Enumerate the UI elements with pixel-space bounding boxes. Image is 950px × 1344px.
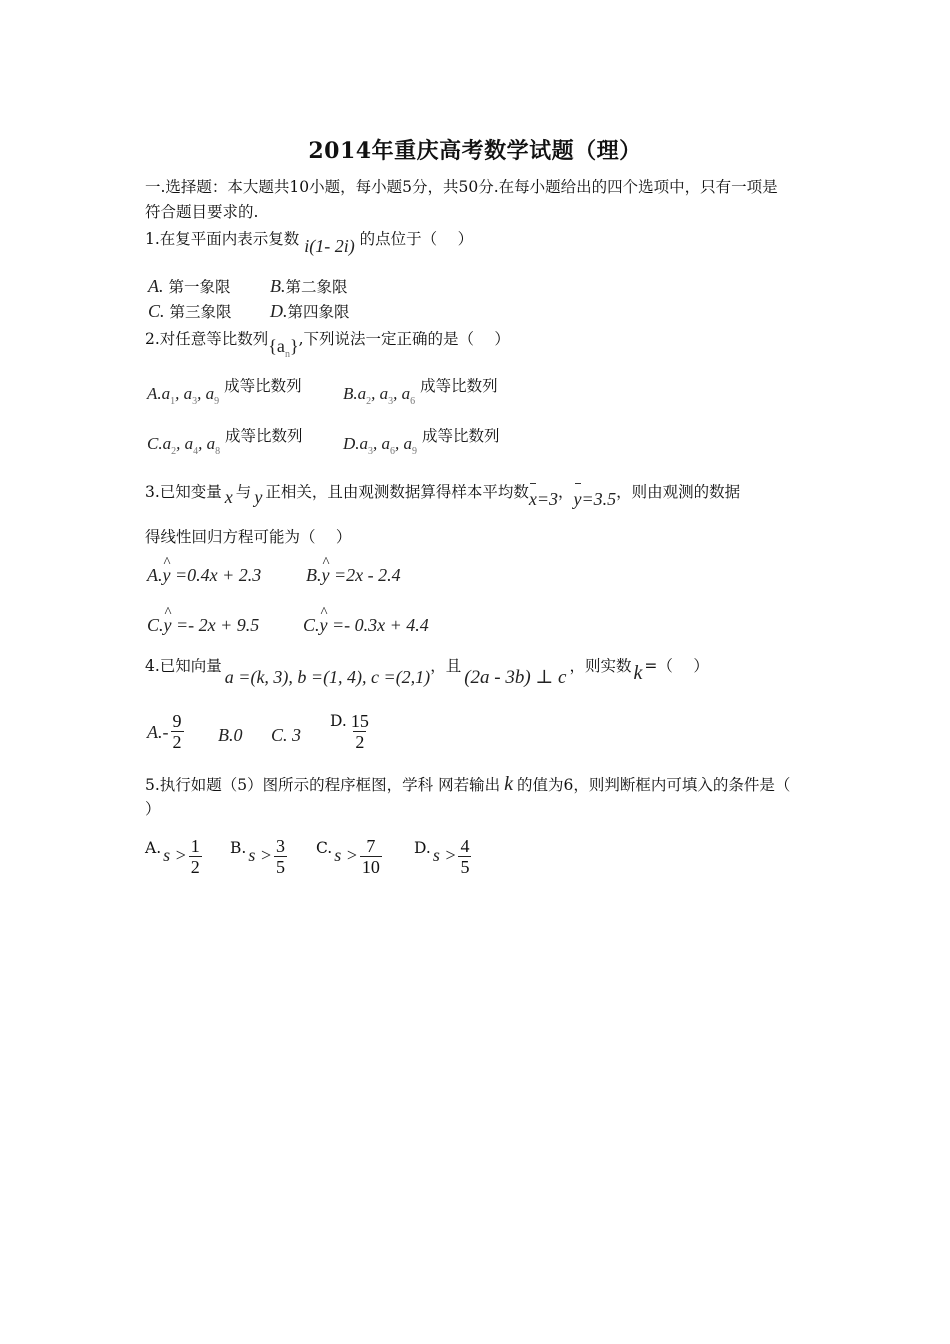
denominator: 2 bbox=[190, 857, 200, 877]
term: a bbox=[357, 384, 367, 403]
q4-condition: (2a - 3b) ⊥ c bbox=[464, 667, 567, 688]
option-rhs: =- 0.3x + 4.4 bbox=[332, 615, 429, 635]
q4-option-b bbox=[218, 724, 243, 747]
q3-option-d bbox=[303, 614, 429, 637]
option-text: B.0 bbox=[218, 725, 243, 745]
index: 1 bbox=[170, 396, 176, 407]
option-rhs: =- 2x + 9.5 bbox=[176, 615, 260, 635]
q1-option-b bbox=[270, 275, 348, 298]
term: a bbox=[184, 434, 194, 453]
q4-middle: ，则实数 bbox=[569, 657, 632, 675]
index: 4 bbox=[193, 446, 199, 457]
numerator: 1 bbox=[190, 836, 200, 856]
index: 3 bbox=[388, 396, 394, 407]
q1-option-c bbox=[148, 300, 231, 323]
q4-vectors: a =(k, 3), b =(1, 4), c =(2,1) bbox=[224, 667, 431, 687]
option-text: 成等比数列 bbox=[225, 427, 303, 445]
index: 9 bbox=[214, 396, 220, 407]
q1-suffix: 的点位于（ ） bbox=[359, 230, 474, 248]
fraction bbox=[349, 711, 371, 752]
option-label: C. bbox=[316, 838, 333, 857]
option-math bbox=[303, 615, 429, 635]
option-rhs: =2x - 2.4 bbox=[334, 565, 401, 585]
question-3 bbox=[145, 481, 741, 509]
q4-and: ，且 bbox=[430, 657, 462, 675]
option-text: 成等比数列 bbox=[224, 377, 302, 395]
option-inequality: s > bbox=[248, 844, 272, 865]
page-title: 2014年重庆高考数学试题（理） bbox=[308, 138, 642, 164]
q5-line-2: ） bbox=[145, 800, 161, 818]
denominator: 5 bbox=[275, 857, 285, 877]
denominator: 2 bbox=[172, 732, 182, 752]
q3-prefix: 3.已知变量 bbox=[145, 483, 222, 501]
numerator: 9 bbox=[172, 711, 182, 731]
option-math: $B.a_2$, $a_3$, $a_6$ bbox=[343, 384, 416, 407]
term: a bbox=[161, 384, 171, 403]
section-intro bbox=[145, 177, 778, 197]
option-text: 第四象限 bbox=[287, 303, 350, 321]
term: a bbox=[359, 434, 369, 453]
option-label: B. bbox=[230, 838, 247, 857]
option-math bbox=[306, 565, 401, 585]
q5-suffix: 的值为6，则判断框内可填入的条件是（ bbox=[516, 776, 791, 794]
q3-line-2: 得线性回归方程可能为（ ） bbox=[145, 528, 352, 546]
q4-option-a bbox=[147, 711, 186, 752]
option-text: C. 3 bbox=[271, 725, 302, 745]
option-label: A.- bbox=[147, 721, 169, 742]
q4-prefix: 4.已知向量 bbox=[145, 657, 222, 675]
option-label: D. bbox=[270, 301, 288, 321]
ybar-expr bbox=[574, 489, 617, 509]
option-label: A. bbox=[147, 565, 163, 585]
numerator: 4 bbox=[460, 836, 470, 856]
option-math bbox=[147, 615, 259, 635]
q3-option-a bbox=[147, 564, 261, 587]
option-inequality: s > bbox=[163, 844, 187, 865]
q2-prefix: 2.对任意等比数列 bbox=[145, 330, 269, 348]
term: a bbox=[379, 384, 389, 403]
var-k: k bbox=[633, 662, 643, 684]
option-text: 第二象限 bbox=[285, 278, 348, 296]
index: 6 bbox=[390, 446, 396, 457]
numerator: 7 bbox=[366, 836, 376, 856]
term: a bbox=[206, 434, 216, 453]
q3-option-b bbox=[306, 564, 401, 587]
option-label: D. bbox=[330, 711, 347, 730]
q2-option-a bbox=[147, 377, 302, 413]
term: a bbox=[403, 434, 413, 453]
option-math bbox=[147, 565, 261, 585]
option-label: B. bbox=[343, 384, 358, 403]
term: a bbox=[205, 384, 215, 403]
question-2 bbox=[145, 328, 510, 360]
option-math: $D.a_3$, $a_6$, $a_9$ bbox=[343, 434, 418, 457]
q2-sequence bbox=[268, 336, 299, 360]
separator: ， bbox=[557, 483, 574, 501]
section-intro-2 bbox=[145, 202, 258, 222]
var-x: x bbox=[224, 487, 233, 507]
option-label: C. bbox=[147, 615, 164, 635]
q2-suffix: ,下列说法一定正确的是（ ） bbox=[298, 330, 510, 348]
q4-option-d bbox=[330, 711, 373, 752]
xbar-expr bbox=[529, 489, 558, 509]
numerator: 3 bbox=[275, 836, 285, 856]
option-math: $C.a_2$, $a_4$, $a_8$ bbox=[147, 434, 221, 457]
question-4 bbox=[145, 655, 709, 688]
denominator: 2 bbox=[355, 732, 365, 752]
q1-option-d bbox=[270, 300, 350, 323]
option-label: B. bbox=[270, 276, 286, 296]
index: 3 bbox=[192, 396, 198, 407]
option-label: A. bbox=[147, 384, 162, 403]
option-label: C. bbox=[303, 615, 320, 635]
option-rhs: =0.4x + 2.3 bbox=[175, 565, 262, 585]
q5-option-a bbox=[145, 836, 204, 877]
option-math: $A.a_1$, $a_3$, $a_9$ bbox=[147, 384, 220, 407]
index: 2 bbox=[366, 396, 372, 407]
q3-and: 与 bbox=[235, 483, 252, 501]
term: a bbox=[183, 384, 193, 403]
q3-suffix: ，则由观测的数据 bbox=[616, 483, 741, 501]
numerator: 15 bbox=[350, 711, 369, 731]
index: 3 bbox=[368, 446, 374, 457]
q5-option-c bbox=[316, 836, 384, 877]
q3-option-c bbox=[147, 614, 259, 637]
fraction bbox=[274, 836, 287, 877]
option-label: D. bbox=[343, 434, 360, 453]
denominator: 5 bbox=[460, 857, 470, 877]
option-label: D. bbox=[414, 838, 431, 857]
q5-option-b bbox=[230, 836, 289, 877]
q5-prefix: 5.执行如题（5）图所示的程序框图，学科 网若输出 bbox=[145, 776, 501, 794]
question-5-line-2 bbox=[145, 799, 161, 819]
var-k: k bbox=[504, 773, 513, 795]
y-hat: ^ y bbox=[163, 564, 171, 586]
xbar: x bbox=[528, 489, 537, 509]
question-1 bbox=[145, 228, 474, 256]
index: 6 bbox=[410, 396, 416, 407]
q1-option-a bbox=[148, 275, 230, 298]
option-label: A. bbox=[145, 838, 162, 857]
q2-option-b bbox=[343, 377, 498, 413]
seq-subscript: n bbox=[284, 349, 290, 360]
q5-option-d bbox=[414, 836, 473, 877]
q4-suffix: =（ ） bbox=[644, 657, 709, 675]
option-inequality: s > bbox=[334, 844, 358, 865]
option-label: B. bbox=[306, 565, 322, 585]
fraction bbox=[171, 711, 184, 752]
xbar-value: =3 bbox=[536, 489, 558, 509]
option-label: C. bbox=[147, 434, 163, 453]
option-text: 成等比数列 bbox=[421, 427, 500, 445]
q1-expression: i(1- 2i) bbox=[304, 236, 355, 256]
option-label: C. bbox=[148, 301, 165, 321]
seq-close: } bbox=[289, 336, 299, 356]
index: 8 bbox=[215, 446, 221, 457]
y-hat: ^ y bbox=[322, 564, 330, 586]
var-y: y bbox=[254, 487, 263, 507]
ybar: y bbox=[573, 489, 582, 509]
option-text: 成等比数列 bbox=[420, 377, 498, 395]
ybar-value: =3.5 bbox=[581, 489, 617, 509]
term: a bbox=[162, 434, 172, 453]
fraction bbox=[189, 836, 202, 877]
y-hat: ^ y bbox=[164, 614, 172, 636]
q2-option-c bbox=[147, 427, 303, 463]
seq-open: {a bbox=[268, 336, 285, 356]
fraction bbox=[458, 836, 471, 877]
q3-middle: 正相关，且由观测数据算得样本平均数 bbox=[265, 483, 529, 501]
denominator: 10 bbox=[361, 857, 380, 877]
question-5 bbox=[145, 774, 790, 795]
option-text: 第三象限 bbox=[169, 303, 232, 321]
fraction bbox=[360, 836, 382, 877]
q4-option-c bbox=[271, 724, 301, 747]
intro-line-2: 符合题目要求的. bbox=[145, 203, 259, 221]
y-hat: ^ y bbox=[320, 614, 328, 636]
index: 2 bbox=[171, 446, 177, 457]
q1-prefix: 1.在复平面内表示复数 bbox=[145, 230, 300, 248]
q2-option-d bbox=[343, 427, 500, 463]
option-inequality: s > bbox=[432, 844, 457, 865]
option-text: 第一象限 bbox=[168, 278, 231, 296]
term: a bbox=[401, 384, 411, 403]
index: 9 bbox=[412, 446, 418, 457]
term: a bbox=[381, 434, 391, 453]
option-label: A. bbox=[148, 276, 164, 296]
intro-line-1: 一.选择题：本大题共10小题，每小题5分，共50分.在每小题给出的四个选项中，只有一项是 bbox=[145, 178, 778, 196]
question-3-line-2 bbox=[145, 527, 351, 547]
